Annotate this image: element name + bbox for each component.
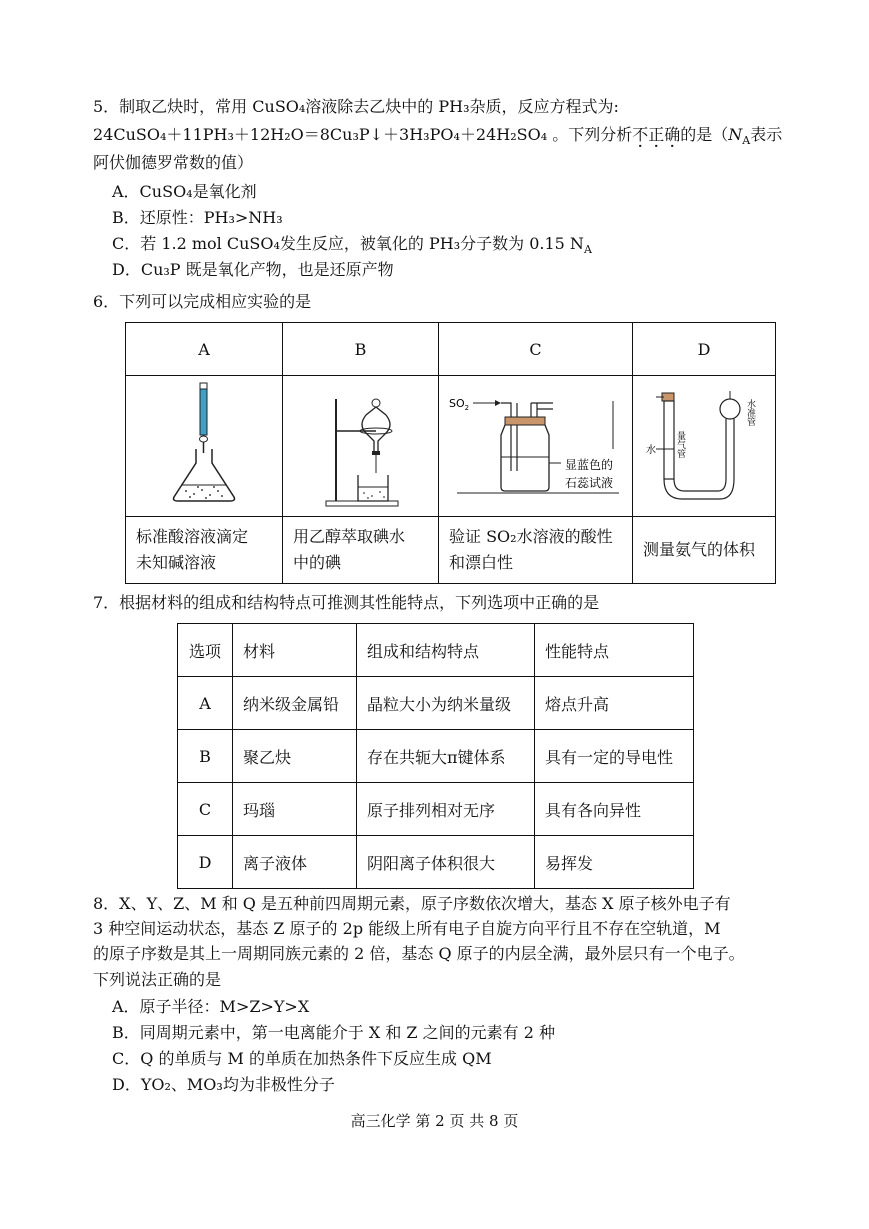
q5-emph-text: 不正确 (632, 125, 681, 144)
titration-flask-icon (154, 379, 254, 509)
q5-emphasis (632, 125, 680, 144)
q6-header-a: A (126, 323, 283, 376)
q7-stem: 7．根据材料的组成和结构特点可推测其性能特点，下列选项中正确的是 (93, 593, 600, 612)
q7-cell: 聚乙炔 (233, 730, 357, 783)
q7-cell: 阴阳离子体积很大 (357, 836, 535, 889)
table-row (178, 836, 694, 889)
q7-cell: 纳米级金属铅 (233, 677, 357, 730)
q6-figure-d (633, 376, 776, 517)
q6-figure-c (439, 376, 633, 517)
q5-line2-end: 表示 (750, 125, 783, 144)
q5-option-c-text: C．若 1.2 mol CuSO₄发生反应，被氧化的 PH₃分子数为 0.15 N (112, 234, 584, 253)
separatory-funnel-icon (306, 379, 416, 509)
q5-option-c (112, 233, 592, 261)
q7-cell: 具有一定的导电性 (535, 730, 694, 783)
q7-cell: 晶粒大小为纳米量级 (357, 677, 535, 730)
page-footer: 高三化学 第 2 页 共 8 页 (350, 1112, 519, 1130)
q6-figure-b (283, 376, 439, 517)
q7-cell: 离子液体 (233, 836, 357, 889)
q8-line4: 下列说法正确的是 (93, 970, 222, 989)
q8-option-a: A．原子半径：M>Z>Y>X (112, 997, 310, 1016)
q8-option-b: B．同周期元素中，第一电离能介于 X 和 Z 之间的元素有 2 种 (112, 1023, 555, 1042)
fig-d-left-label: 量气管 (675, 431, 685, 458)
q8-line3: 的原子序数是其上一周期同族元素的 2 倍，基态 Q 原子的内层全满，最外层只有一个电子。 (93, 944, 745, 963)
fig-d-water-label: 水 (646, 445, 656, 456)
q7-header-row (178, 624, 694, 677)
q8-option-c: C．Q 的单质与 M 的单质在加热条件下反应生成 QM (112, 1049, 492, 1068)
q7-cell: A (178, 677, 233, 730)
gas-burette-icon (634, 379, 774, 509)
q6-caption-c: 验证 SO₂水溶液的酸性 和漂白性 (439, 517, 633, 584)
q5-line2 (93, 124, 782, 152)
q7-cell: 原子排列相对无序 (357, 783, 535, 836)
table-row (178, 783, 694, 836)
q6-header-c: C (439, 323, 633, 376)
fig-c-label-1: 显蓝色的 (564, 458, 613, 472)
q7-header-material: 材料 (233, 624, 357, 677)
q5-option-d: D．Cu₃P 既是氧化产物，也是还原产物 (112, 260, 394, 279)
q7-cell: 易挥发 (535, 836, 694, 889)
q5-na: N (728, 125, 743, 144)
q5-line3: 阿伏伽德罗常数的值） (93, 153, 254, 172)
q6-caption-d: 测量氨气的体积 (633, 517, 776, 584)
q7-cell: 具有各向异性 (535, 783, 694, 836)
q6-header-d: D (633, 323, 776, 376)
q5-line1: 5．制取乙炔时，常用 CuSO₄溶液除去乙炔中的 PH₃杂质，反应方程式为: (93, 97, 619, 116)
q5-equation: 24CuSO₄＋11PH₃＋12H₂O＝8Cu₃P↓＋3H₃PO₄＋24H₂SO₄ 。下列分析 (93, 125, 633, 144)
q7-header-option: 选项 (178, 624, 233, 677)
q6-header-b: B (283, 323, 439, 376)
q7-cell: C (178, 783, 233, 836)
q6-table (125, 322, 776, 584)
table-row (178, 730, 694, 783)
q6-caption-b: 用乙醇萃取碘水 中的碘 (283, 517, 439, 584)
q7-header-structure: 组成和结构特点 (357, 624, 535, 677)
q6-caption-a: 标准酸溶液滴定 未知碱溶液 (126, 517, 283, 584)
table-row (178, 677, 694, 730)
fig-c-label-2: 石蕊试液 (564, 476, 613, 490)
q5-option-c-sub: A (583, 243, 592, 257)
q8-option-d: D．YO₂、MO₃均为非极性分子 (112, 1075, 335, 1094)
q7-cell: B (178, 730, 233, 783)
q7-cell: 存在共轭大π键体系 (357, 730, 535, 783)
q8-line2: 3 种空间运动状态，基态 Z 原子的 2p 能级上所有电子自旋方向平行且不存在空轨道，M (93, 919, 721, 938)
q7-cell: 玛瑙 (233, 783, 357, 836)
gas-washing-bottle-icon (443, 379, 629, 509)
q7-cell: D (178, 836, 233, 889)
q7-table (177, 623, 694, 889)
fig-c-gas-label: $SO_2$ (448, 397, 469, 412)
q7-cell: 熔点升高 (535, 677, 694, 730)
q8-line1: 8．X、Y、Z、M 和 Q 是五种前四周期元素，原子序数依次增大，基态 X 原子核外电子有 (93, 894, 731, 913)
q6-stem: 6．下列可以完成相应实验的是 (93, 292, 312, 311)
q5-option-b: B．还原性：PH₃>NH₃ (112, 208, 283, 227)
fig-d-right-label: 水准管 (745, 399, 755, 426)
q6-figure-a (126, 376, 283, 517)
q5-option-a: A．CuSO₄是氧化剂 (112, 182, 257, 201)
q5-na-sub: A (742, 134, 751, 148)
q7-header-property: 性能特点 (535, 624, 694, 677)
q5-line2-mid: 的是（ (680, 125, 729, 144)
